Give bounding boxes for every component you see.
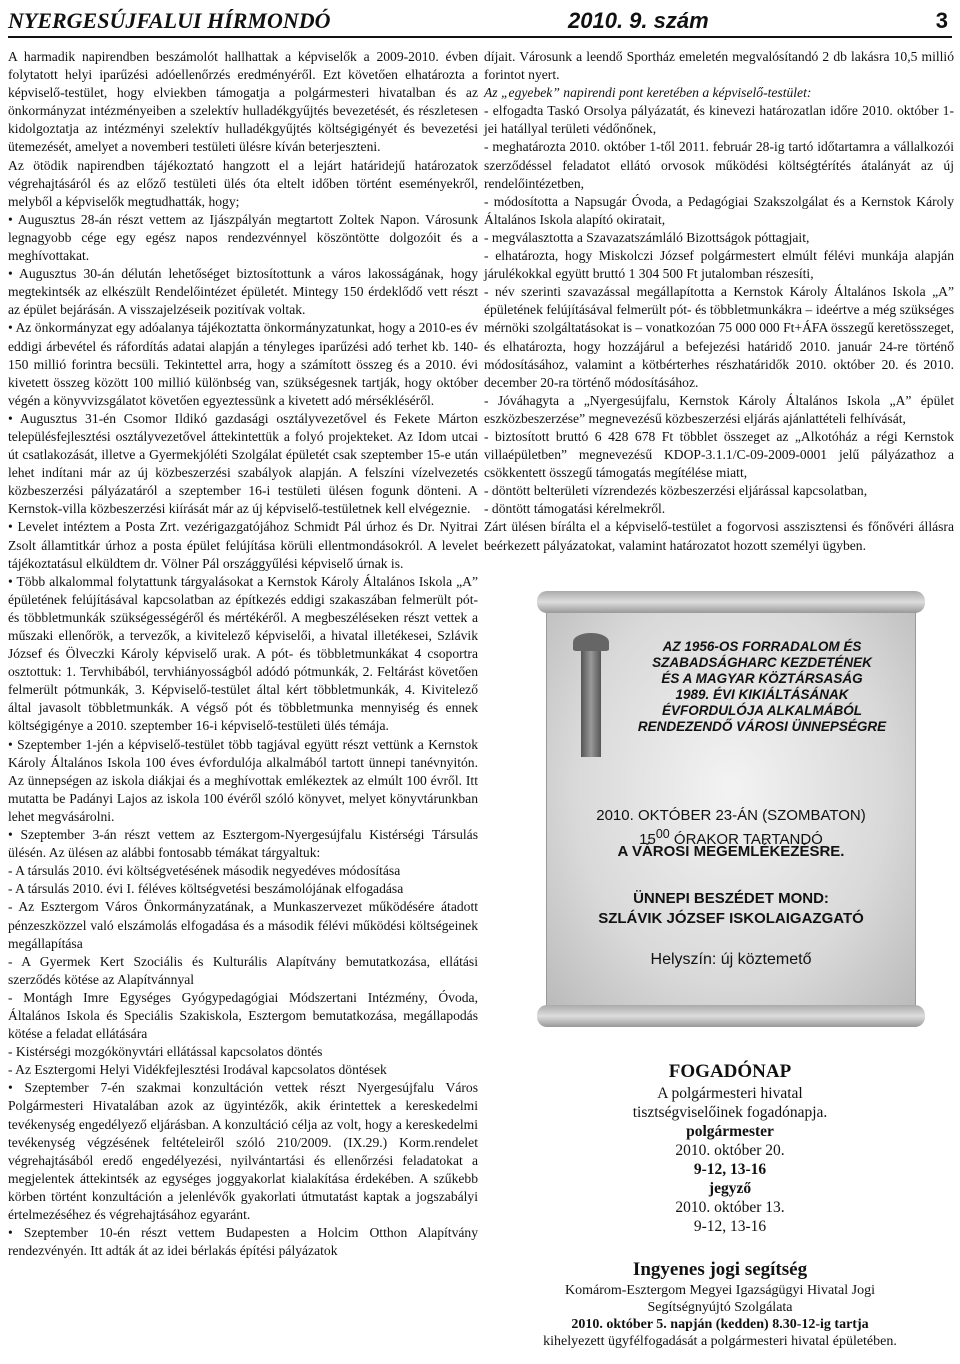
legal-aid-text: Komárom-Esztergom Megyei Igazságügyi Hivatal Jogi xyxy=(565,1283,875,1298)
list-item: - A társulás 2010. évi I. féléves költségvetési beszámolójának elfogadása xyxy=(8,881,404,897)
list-item: - biztosított bruttó 6 428 678 Ft többlet összeget az „Alkotóház a régi Kernstok villaépületben” megnevezésű KDOP-3.1.1/C-09-2009-0001 jelű pályázathoz a csökkentett összegű támogatás megítélése miatt, xyxy=(484,428,954,481)
poster-title xyxy=(617,639,907,735)
list-item: - módosította a Napsugár Óvoda, a Pedagógiai Szakszolgálat és a Kernstok Károly Általános Iskola alapító okiratait, xyxy=(484,193,954,227)
right-column xyxy=(484,48,954,555)
list-item: - A Gyermek Kert Szociális és Kulturális Alapítvány bemutatkozása, ellátási szerződés kötése az Alapítvánnyal xyxy=(8,953,478,987)
list-item: - Montágh Imre Egységes Gyógypedagógiai Módszertani Intézmény, Óvoda, Általános Iskola és Speciális Szakiskola, Esztergom bemutatkozása, megállapodás kötése a feladat ellátására xyxy=(8,989,478,1042)
list-item: - elhatározta, hogy Miskolczi József polgármestert elmúlt félévi munkája alapján járulékokkal együtt bruttó 1 304 500 Ft jutalomban részesíti, xyxy=(484,248,954,282)
office-hours-box xyxy=(560,1060,900,1236)
legal-aid-title: Ingyenes jogi segítség xyxy=(632,1259,808,1280)
section-intro: Az „egyebek” napirendi pont keretében a képviselő-testület: xyxy=(484,85,812,101)
publication-title: NYERGESÚJFALUI HÍRMONDÓ xyxy=(8,8,331,33)
paragraph: • Augusztus 28-án részt vettem az Ijászpályán megtartott Zoltek Napon. Városunk legnagyobb cége egy egész napos rendezvénnyel köszöntötte dolgozóit és a meghívottakat. xyxy=(8,211,478,264)
list-item: - elfogadta Taskó Orsolya pályázatát, és kinevezi határozatlan időre 2010. október 1-jei hatállyal területi védőnőnek, xyxy=(484,103,954,137)
paragraph: Zárt ülésen bírálta el a képviselő-testület a fogorvosi asszisztensi és főnővéri állásra beérkezett pályázatokat, valamint határozatot hozott személyi ügyben. xyxy=(484,519,954,553)
office-hours-text: tisztségviselőinek fogadónapja. xyxy=(632,1104,828,1121)
poster-speech-label: ÜNNEPI BESZÉDET MOND: xyxy=(633,890,829,907)
office-role: jegyző xyxy=(708,1180,752,1197)
poster-speaker: SZLÁVIK JÓZSEF ISKOLAIGAZGATÓ xyxy=(598,910,864,927)
poster-hour: 15 xyxy=(639,831,656,848)
office-hours-text: A polgármesteri hivatal xyxy=(657,1085,803,1102)
list-item: - meghatározta 2010. október 1-től 2011. február 28-ig tartó időtartamra a vállalkozói szerződéssel feladatot ellátó orvosok működési költségtérítés átalányát az új rendelőintézetben, xyxy=(484,139,954,191)
paragraph: • Szeptember 10-én részt vettem Budapesten a Holcim Otthon Alapítvány rendezvényén. Itt adták át az idei bérlakás építési pályázatok xyxy=(8,1225,478,1259)
issue-number: 2010. 9. szám xyxy=(568,8,709,33)
page-number: 3 xyxy=(935,8,948,33)
monument-icon xyxy=(581,647,601,757)
list-item: - Jóváhagyta a „Nyergesújfalu, Kernstok Károly Általános Iskola „A” épület eszközbeszerzése” megnevezésű közbeszerzési eljárás ajánlattételi felhívását, xyxy=(484,392,954,426)
scroll-bottom-decoration xyxy=(537,1005,925,1027)
poster-title-line: RENDEZENDŐ VÁROSI ÜNNEPSÉGRE xyxy=(637,719,887,734)
list-item: - megválasztotta a Szavazatszámláló Bizottságok póttagjait, xyxy=(484,229,810,245)
paragraph: • Augusztus 31-én Csomor Ildikó gazdasági osztályvezetővel és Fekete Márton településfejlesztési osztályvezetővel áttekintettük a folyó projekteket. Az Idom utcai út csatlakozását, illetve a Gyermekjóléti Szolgálat épületét csak szeptember 15-e után lehet indítani már az új közbeszerzési szabályok alapján. A felszíni vízelvezetés közbeszerzési pályázatáról a szeptember 16-i testületi ülésen fogunk dönteni. A Kernstok-villa közbeszerzési kiírását már az új képviselő-testületnek kell elvégeznie. xyxy=(8,410,478,517)
paragraph: • Szeptember 1-jén a képviselő-testület több tagjával együtt részt vettünk a Kernstok Károly Általános Iskola 100 éves évfordulója alkalmából tartott ünnepi tanévnyitón. Az ünnepségen az iskola diákjai és a meghívottak emlékeztek az elmúlt 100 évről. Itt mutatta be Padányi Lajos az iskola 100 évéről szóló könyvet, melyet könyvtárunkban lehet megvásárolni. xyxy=(8,736,478,824)
poster-minutes: 00 xyxy=(655,827,670,841)
office-role: polgármester xyxy=(686,1123,774,1140)
legal-aid-box xyxy=(500,1258,940,1350)
office-hours: 9-12, 13-16 xyxy=(693,1161,767,1178)
poster-title-line: AZ 1956-OS FORRADALOM ÉS xyxy=(662,639,862,654)
list-item: - név szerinti szavazással megállapította a Kernstok Károly Általános Iskola „A” épületének felújításával felmerült pót- és többletmunkákra – ideértve a még szükséges mérnöki szolgáltatásokat is – vonatkozóan 75 000 000 Ft+ÁFA összegű keretösszeget, és elhatározta, hogy hozzájárul a befejezési határidő 2010. január 24-re történő módosításához, valamint a kötbérterhes részhatáridők 2010. október 20. és 2010. december 20-ra történő módosításához. xyxy=(484,284,954,390)
paragraph: Az ötödik napirendben tájékoztató hangzott el a lejárt határidejű határozatok végrehajtásáról és az előző testületi ülés óta eltelt időben történt eseményekről, melyből a képviselők megtudhatták, hogy; xyxy=(8,157,478,209)
list-item: - Az Esztergomi Helyi Vidékfejlesztési Irodával kapcsolatos döntések xyxy=(8,1062,387,1078)
list-item: - Kistérségi mozgókönyvtári ellátással kapcsolatos döntés xyxy=(8,1044,323,1060)
paragraph: • Az önkormányzat egy adóalanya tájékoztatta önkormányzatunkat, hogy a 2010-es év eddigi árbevétel és ráfordítás adatai alapján a tényleges iparűzési adó terhet kb. 140-150 millió forintra becsüli. Tekintettel arra, hogy a számított összeg és a 2010. évi kivetett összeg között 100 millió különbség van, szükségesnek tartják, hogy október végén a könyvvizsgálatot követően egyeztessünk a kivetett adó mérsékléséről. xyxy=(8,320,478,408)
poster-event: A VÁROSI MEGEMLÉKEZÉSRE. xyxy=(617,843,845,860)
paragraph: A harmadik napirendben beszámolót hallhattak a képviselők a 2009-2010. évben folytatott helyi iparűzési adóellenőrzés eredményéről. Ezt követően elhatározta a képviselő-testület, hogy elviekben támogatja a polgármesteri hivatalban és az önkormányzat intézményeiben a szelektív hulladékgyűjtés bevezetését, és részletesen kidolgoztatja az intézményi szelektív hulladékgyűjtés költségigényét és bevezetési ütemezését, amelyet a novemberi testületi ülésre kíván beterjeszteni. xyxy=(8,49,478,155)
list-item: - Az Esztergom Város Önkormányzatának, a Munkaszervezet működésére átadott pénzeszközzel való elszámolás elfogadása és a második félévi működési költségeinek megállapítása xyxy=(8,899,478,951)
list-item: - döntött támogatási kérelmekről. xyxy=(484,501,666,517)
poster-title-line: ÉS A MAGYAR KÖZTÁRSASÁG xyxy=(661,671,863,686)
office-hours-title: FOGADÓNAP xyxy=(668,1061,792,1082)
paragraph: • Több alkalommal folytattunk tárgyalásokat a Kernstok Károly Általános Iskola „A” épületének felújításával kapcsolatban az építkezés eddigi szakaszában felmerült pót- és többletmunkák szükségességéről és mértékéről. A megbeszéléseken részt vettek a műszaki ellenőrök, a tervezők, a kivitelező képviselői, a hivatal illetékesei, Szlávik József és Ölveczki Károly képviselő urak. A pót- és többletmunkákat 4 csoportra osztottuk: 1. Tervhibából, tervhiányosságból adódó pótmunkák, 2. Feltárást követően felmerült pótmunkák, 3. Képviselő-testület által kért többletmunkák, 4. Kivitelező által javasolt többletmunkák. A végső pót és többletmunka mennyiség és ennek költségigénye a 2010. szeptember 16-i képviselő-testületi ülés témája. xyxy=(8,573,478,734)
paragraph: díjait. Városunk a leendő Sportház emeletén megvalósítandó 2 db lakásra 10,5 millió forintot nyert. xyxy=(484,49,954,83)
poster-date-line: 2010. OKTÓBER 23-ÁN (SZOMBATON) xyxy=(596,807,866,824)
scroll-top-decoration xyxy=(537,591,925,613)
commemoration-poster xyxy=(546,598,916,1020)
paragraph: • Szeptember 3-án részt vettem az Esztergom-Nyergesújfalu Kistérségi Társulás ülésén. Az ülésen az alábbi fontosabb témákat tárgyaltuk: xyxy=(8,827,478,861)
poster-speech xyxy=(547,889,915,929)
paragraph: • Levelet intéztem a Posta Zrt. vezérigazgatójához Schmidt Pál úrhoz és Dr. Nyitrai Zsolt államtitkár úrhoz a posta épület felújítása körüli ellentmondásokról. A levelet tájékoztatásul elküldtem dr. Völner Pál országgyűlési képviselő úrnak is. xyxy=(8,519,478,571)
legal-aid-text: kihelyezett ügyfélfogadását a polgármesteri hivatal épületében. xyxy=(543,1334,897,1349)
poster-time-rest: ÓRAKOR TARTANDÓ xyxy=(669,831,823,848)
poster-title-line: SZABADSÁGHARC KEZDETÉNEK xyxy=(652,655,872,670)
left-column xyxy=(8,48,478,1260)
office-date: 2010. október 20. xyxy=(675,1142,785,1159)
list-item: - A társulás 2010. évi költségvetésének második negyedéves módosítása xyxy=(8,863,401,879)
office-date: 2010. október 13. xyxy=(675,1199,785,1216)
office-hours: 9-12, 13-16 xyxy=(693,1218,767,1235)
legal-aid-text: Segítségnyújtó Szolgálata xyxy=(647,1300,793,1315)
page-header xyxy=(8,6,952,38)
poster-title-line: ÉVFORDULÓJA ALKALMÁBÓL xyxy=(662,703,862,718)
legal-aid-date: 2010. október 5. napján (kedden) 8.30-12-ig tartja xyxy=(571,1317,869,1332)
poster-title-line: 1989. ÉVI KIKIÁLTÁSÁNAK xyxy=(675,687,849,702)
list-item: - döntött belterületi vízrendezés közbeszerzési eljárással kapcsolatban, xyxy=(484,483,868,499)
paragraph: • Augusztus 30-án délután lehetőséget biztosítottunk a város lakosságának, hogy megtekintsék az elkészült Rendelőintézet épületét. Mintegy 150 érdeklődő vett részt az épület bejárásán. A visszajelzéseik pozitívak voltak. xyxy=(8,266,478,318)
paragraph: • Szeptember 7-én szakmai konzultáción vettek részt Nyergesújfalu Város Polgármesteri Hivatalában azok az ügyintézők, akik érintettek a kereskedelmi tevékenység engedélyező eljárásban. A konzultáció célja az volt, hogy a kereskedelmi tevékenység végzésének feltételeiről szóló 210/2009. (IX.29.) Korm.rendelet végrehajtásából eredő engedélyezési, nyilvántartási és ellenőrzési feladatokat a megjelentek áttekintsék az egységes joggyakorlat kialakítása érdekében. A szűkebb körben történt konzultáción a jelenlévők gyakorlati útmutatást kaptak a jogszabályi értelmezéséhez és végrehajtásához egyaránt. xyxy=(8,1080,478,1222)
poster-venue: Helyszín: új köztemető xyxy=(650,951,812,968)
